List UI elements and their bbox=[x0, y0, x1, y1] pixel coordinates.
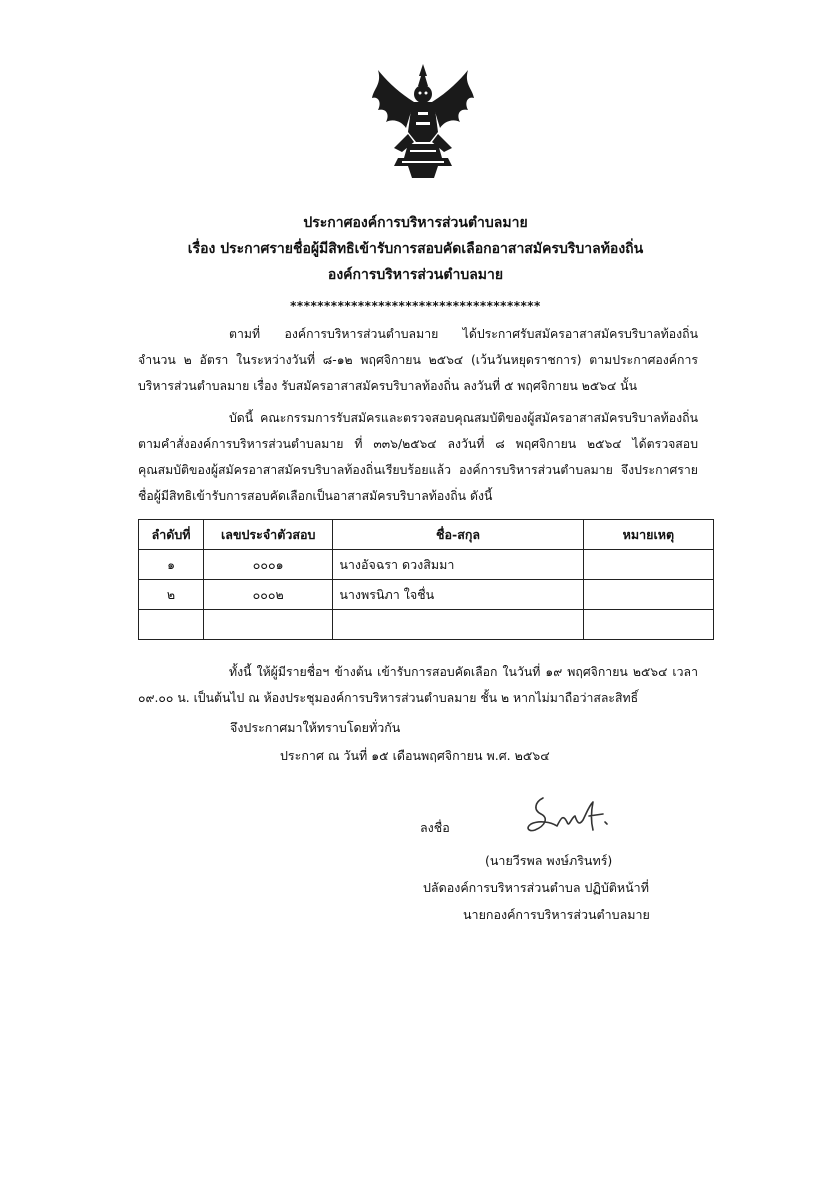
paragraph-3-text: ทั้งนี้ ให้ผู้มีรายชื่อฯ ข้างต้น เข้ารับการสอบคัดเลือก ในวันที่ ๑๙ พฤศจิกายน ๒๕๖๔ เวลา ๐๙.๐๐ น. เป็นต้นไป ณ ห้องประชุมองค์การบริหารส่วนตำบลมาย ชั้น ๒ หากไม่มาถือว่าสละสิทธิ์ bbox=[138, 665, 698, 705]
announce-date: ประกาศ ณ วันที่ ๑๕ เดือนพฤศจิกายน พ.ศ. ๒๕๖๔ bbox=[280, 748, 550, 763]
garuda-emblem-icon bbox=[368, 62, 478, 180]
handwritten-signature bbox=[505, 792, 635, 842]
header-order: ลำดับที่ bbox=[139, 520, 204, 550]
cell-order: ๒ bbox=[139, 580, 204, 610]
header-name: ชื่อ-สกุล bbox=[333, 520, 583, 550]
cell-name bbox=[333, 610, 583, 640]
document-organization: องค์การบริหารส่วนตำบลมาย bbox=[327, 267, 504, 283]
signer-name: (นายวีรพล พงษ์ภรินทร์) bbox=[485, 853, 613, 868]
cell-exam-id bbox=[204, 610, 333, 640]
paragraph-2-text: บัดนี้ คณะกรรมการรับสมัครและตรวจสอบคุณสมบัติของผู้สมัครอาสาสมัครบริบาลท้องถิ่น ตามคำสั่งองค์การบริหารส่วนตำบลมาย ที่ ๓๓๖/๒๕๖๔ ลงวันที่ ๘ พฤศจิกายน ๒๕๖๔ ได้ตรวจสอบคุณสมบัติของผู้สมัครอาสาสมัครบริบาลท้องถิ่นเรียบร้อยแล้ว องค์การบริหารส่วนตำบลมาย จึงประกาศรายชื่อผู้มีสิทธิเข้ารับการสอบคัดเลือกเป็นอาสาสมัครบริบาลท้องถิ่น ดังนี้ bbox=[138, 411, 698, 503]
cell-name: นางพรนิภา ใจชื่น bbox=[333, 580, 583, 610]
table-row bbox=[139, 550, 714, 580]
paragraph-2 bbox=[138, 405, 698, 509]
cell-remark bbox=[583, 580, 713, 610]
table-row bbox=[139, 580, 714, 610]
signer-position-1: ปลัดองค์การบริหารส่วนตำบล ปฏิบัติหน้าที่ bbox=[423, 880, 649, 895]
cell-order: ๑ bbox=[139, 550, 204, 580]
paragraph-1-text: ตามที่ องค์การบริหารส่วนตำบลมาย ได้ประกาศรับสมัครอาสาสมัครบริบาลท้องถิ่น จำนวน ๒ อัตรา ในระหว่างวันที่ ๘-๑๒ พฤศจิกายน ๒๕๖๔ (เว้นวันหยุดราชการ) ตามประกาศองค์การบริหารส่วนตำบลมาย เรื่อง รับสมัครอาสาสมัครบริบาลท้องถิ่น ลงวันที่ ๕ พฤศจิกายน ๒๕๖๔ นั้น bbox=[138, 327, 698, 393]
cell-exam-id: ๐๐๐๒ bbox=[204, 580, 333, 610]
signature-label: ลงชื่อ bbox=[420, 820, 450, 835]
document-subject: เรื่อง ประกาศรายชื่อผู้มีสิทธิเข้ารับการสอบคัดเลือกอาสาสมัครบริบาลท้องถิ่น bbox=[187, 241, 644, 257]
cell-name: นางอัจฉรา ดวงสิมมา bbox=[333, 550, 583, 580]
candidate-table bbox=[138, 519, 714, 640]
table-header-row bbox=[139, 520, 714, 550]
table-row bbox=[139, 610, 714, 640]
cell-remark bbox=[583, 550, 713, 580]
cell-exam-id: ๐๐๐๑ bbox=[204, 550, 333, 580]
document-title: ประกาศองค์การบริหารส่วนตำบลมาย bbox=[303, 215, 528, 231]
paragraph-1 bbox=[138, 321, 698, 399]
paragraph-3 bbox=[138, 659, 698, 711]
announce-line: จึงประกาศมาให้ทราบโดยทั่วกัน bbox=[230, 720, 401, 735]
divider-stars: ************************************* bbox=[290, 299, 541, 313]
signer-position-2: นายกองค์การบริหารส่วนตำบลมาย bbox=[463, 907, 650, 922]
header-exam-id: เลขประจำตัวสอบ bbox=[204, 520, 333, 550]
cell-remark bbox=[583, 610, 713, 640]
cell-order bbox=[139, 610, 204, 640]
header-remark: หมายเหตุ bbox=[583, 520, 713, 550]
